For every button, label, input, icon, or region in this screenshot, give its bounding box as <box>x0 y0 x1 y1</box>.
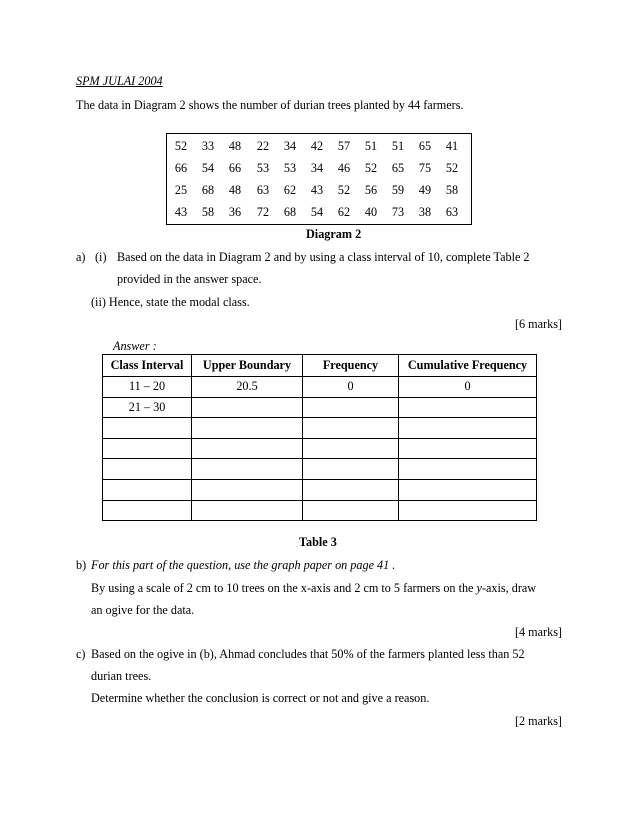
diagram-cell: 38 <box>418 205 432 219</box>
frequency-cell: 0 <box>303 377 399 398</box>
diagram-cell: 63 <box>256 183 270 197</box>
diagram-cell: 49 <box>418 183 432 197</box>
table-row <box>103 397 537 418</box>
cumulative-frequency-cell <box>399 438 537 459</box>
diagram-cell: 41 <box>445 139 459 153</box>
diagram-cell: 58 <box>445 183 459 197</box>
part-a-marks: [6 marks] <box>514 317 562 331</box>
diagram-cell: 51 <box>364 139 378 153</box>
cumulative-frequency-cell <box>399 418 537 439</box>
part-b-marks: [4 marks] <box>514 625 562 639</box>
table-caption: Table 3 <box>299 535 337 549</box>
diagram-cell: 54 <box>201 161 215 175</box>
diagram-cell: 51 <box>391 139 405 153</box>
diagram-cell: 65 <box>391 161 405 175</box>
intro-text: The data in Diagram 2 shows the number of durian trees planted by 44 farmers. <box>76 98 464 112</box>
class-interval-cell <box>103 479 192 500</box>
diagram-cell: 75 <box>418 161 432 175</box>
upper-boundary-cell <box>192 479 303 500</box>
part-a-i-line1: Based on the data in Diagram 2 and by using a class interval of 10, complete Table 2 <box>117 250 530 264</box>
diagram-cell: 42 <box>310 139 324 153</box>
diagram-cell: 53 <box>256 161 270 175</box>
frequency-cell <box>303 459 399 480</box>
diagram-cell: 63 <box>445 205 459 219</box>
diagram-cell: 52 <box>174 139 188 153</box>
diagram-cell: 43 <box>174 205 188 219</box>
cumulative-frequency-cell <box>399 500 537 521</box>
table-row <box>103 500 537 521</box>
diagram-cell: 73 <box>391 205 405 219</box>
diagram-cell: 52 <box>445 161 459 175</box>
cumulative-frequency-cell: 0 <box>399 377 537 398</box>
diagram-cell: 53 <box>283 161 297 175</box>
part-c-marks: [2 marks] <box>514 714 562 728</box>
diagram-cell: 58 <box>201 205 215 219</box>
class-interval-cell <box>103 459 192 480</box>
part-a-label: a) <box>76 250 86 264</box>
part-b-line3: an ogive for the data. <box>91 603 195 617</box>
upper-boundary-cell <box>192 459 303 480</box>
diagram-row <box>167 183 471 205</box>
upper-boundary-cell <box>192 500 303 521</box>
frequency-cell <box>303 438 399 459</box>
table-row <box>103 377 537 398</box>
part-c-label: c) <box>76 647 86 661</box>
diagram-cell: 52 <box>337 183 351 197</box>
frequency-cell <box>303 397 399 418</box>
diagram-cell: 62 <box>283 183 297 197</box>
part-c-line3: Determine whether the conclusion is correct or not and give a reason. <box>91 691 430 705</box>
upper-boundary-cell <box>192 438 303 459</box>
diagram-cell: 48 <box>228 139 242 153</box>
diagram-cell: 40 <box>364 205 378 219</box>
class-interval-cell <box>103 500 192 521</box>
table-row <box>103 479 537 500</box>
diagram-cell: 59 <box>391 183 405 197</box>
diagram-cell: 68 <box>201 183 215 197</box>
diagram-cell: 22 <box>256 139 270 153</box>
class-interval-cell <box>103 418 192 439</box>
diagram-cell: 57 <box>337 139 351 153</box>
diagram-cell: 34 <box>283 139 297 153</box>
diagram-cell: 66 <box>228 161 242 175</box>
part-a-ii: (ii) Hence, state the modal class. <box>91 295 250 309</box>
diagram-cell: 62 <box>337 205 351 219</box>
header-frequency: Frequency <box>303 355 399 377</box>
diagram-row <box>167 205 471 227</box>
class-interval-cell: 11 – 20 <box>103 377 192 398</box>
table-row <box>103 418 537 439</box>
part-b-line1: For this part of the question, use the graph paper on page 41 . <box>91 558 396 572</box>
part-b-line2-post: -axis, draw <box>481 581 537 595</box>
part-b-line2 <box>91 581 536 596</box>
source-heading: SPM JULAI 2004 <box>76 74 163 88</box>
class-interval-cell: 21 – 30 <box>103 397 192 418</box>
diagram-cell: 56 <box>364 183 378 197</box>
part-b-line2-pre: By using a scale of 2 cm to 10 trees on the x-axis and 2 cm to 5 farmers on the <box>91 581 477 595</box>
part-a-i-number: (i) <box>95 250 107 264</box>
diagram-row <box>167 161 471 183</box>
frequency-cell <box>303 500 399 521</box>
diagram-cell: 36 <box>228 205 242 219</box>
header-class-interval: Class Interval <box>103 355 192 377</box>
diagram-cell: 46 <box>337 161 351 175</box>
upper-boundary-cell: 20.5 <box>192 377 303 398</box>
part-b-line2-var: y <box>476 581 482 595</box>
upper-boundary-cell <box>192 397 303 418</box>
frequency-table <box>102 354 537 521</box>
cumulative-frequency-cell <box>399 479 537 500</box>
diagram-cell: 25 <box>174 183 188 197</box>
frequency-cell <box>303 418 399 439</box>
diagram-cell: 52 <box>364 161 378 175</box>
diagram-cell: 65 <box>418 139 432 153</box>
diagram-cell: 54 <box>310 205 324 219</box>
diagram-cell: 34 <box>310 161 324 175</box>
diagram-cell: 72 <box>256 205 270 219</box>
table-row <box>103 459 537 480</box>
part-a-i-line2: provided in the answer space. <box>117 272 262 286</box>
part-c-line2: durian trees. <box>91 669 152 683</box>
frequency-cell <box>303 479 399 500</box>
table-row <box>103 438 537 459</box>
diagram-cell: 33 <box>201 139 215 153</box>
answer-label: Answer : <box>113 339 157 353</box>
part-c-line1: Based on the ogive in (b), Ahmad concludes that 50% of the farmers planted less than 52 <box>91 647 525 661</box>
diagram-cell: 48 <box>228 183 242 197</box>
diagram-row <box>167 139 471 161</box>
diagram-data-grid <box>166 133 472 225</box>
upper-boundary-cell <box>192 418 303 439</box>
cumulative-frequency-cell <box>399 397 537 418</box>
class-interval-cell <box>103 438 192 459</box>
diagram-cell: 66 <box>174 161 188 175</box>
table-header-row <box>103 355 537 377</box>
header-upper-boundary: Upper Boundary <box>192 355 303 377</box>
cumulative-frequency-cell <box>399 459 537 480</box>
diagram-caption: Diagram 2 <box>306 227 362 241</box>
header-cumulative-frequency: Cumulative Frequency <box>399 355 537 377</box>
diagram-cell: 43 <box>310 183 324 197</box>
part-b-label: b) <box>76 558 87 572</box>
diagram-cell: 68 <box>283 205 297 219</box>
